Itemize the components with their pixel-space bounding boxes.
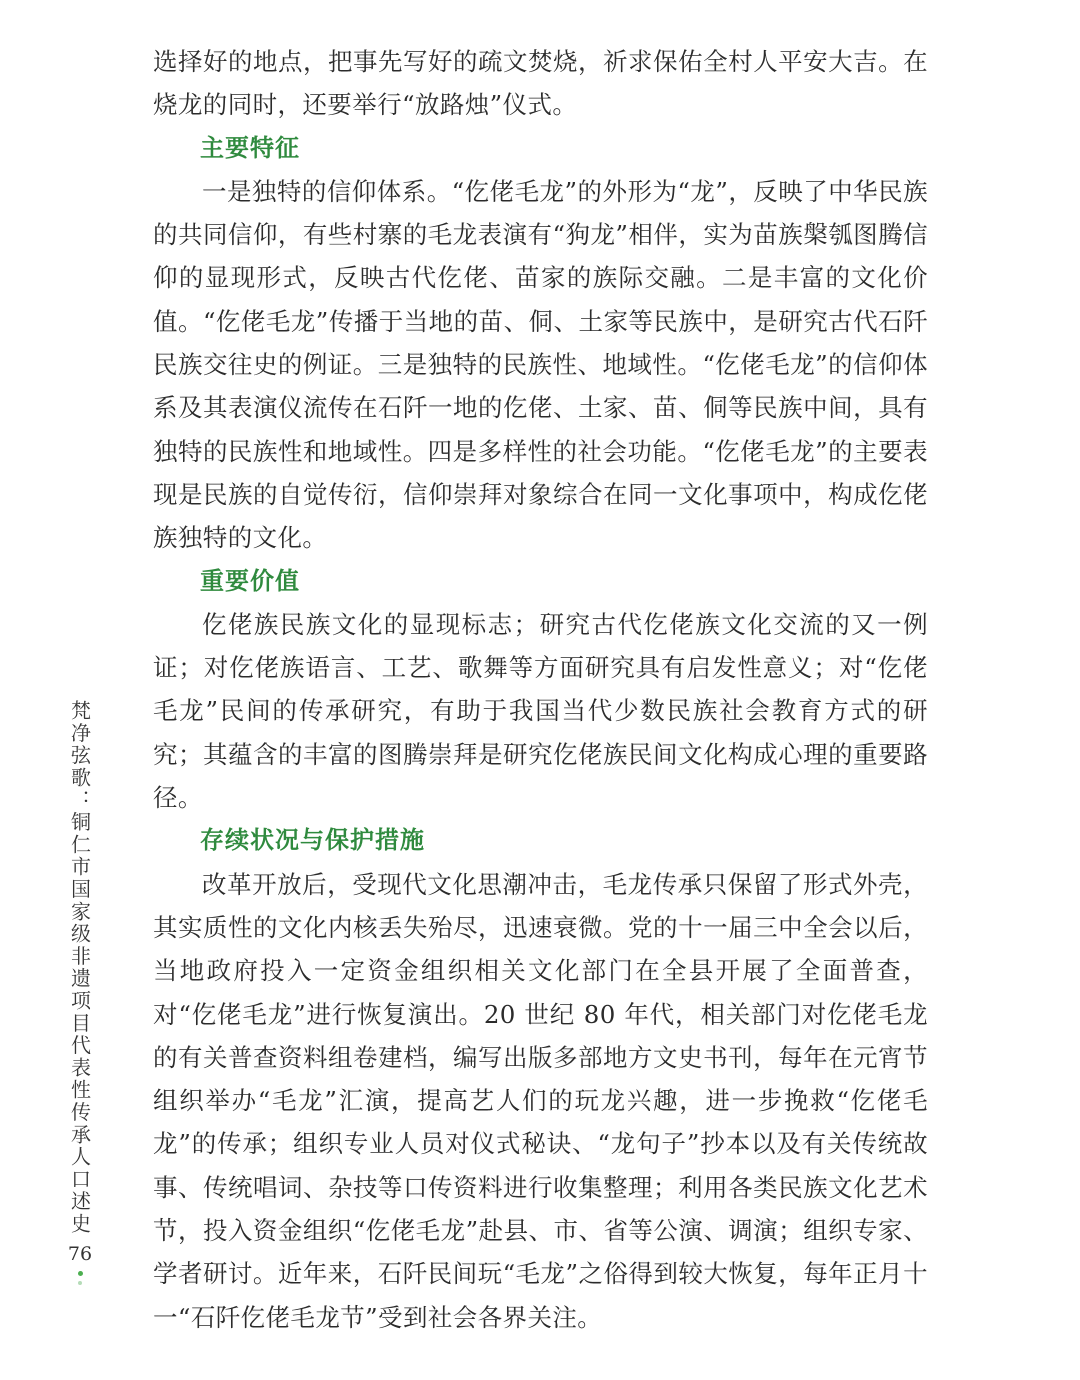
page-sidebar bbox=[60, 700, 100, 1290]
body-paragraph-protection: 改革开放后，受现代文化思潮冲击，毛龙传承只保留了形式外壳，其实质性的文化内核丢失殆尽，迅速衰微。党的十一届三中全会以后，当地政府投入一定资金组织相关文化部门在全县开展了全面普查，对“仡佬毛龙”进行恢复演出。20 世纪 80 年代，相关部门对仡佬毛龙的有关普查资料组卷建档，编写出版多部地方文史书刊，每年在元宵节组织举办“毛龙”汇演，提高艺人们的玩龙兴趣，进一步挽救“仡佬毛龙”的传承；组织专业人员对仪式秘诀、“龙句子”抄本以及有关传统故事、传统唱词、杂技等口传资料进行收集整理；利用各类民族文化艺术节，投入资金组织“仡佬毛龙”赴县、市、省等公演、调演；组织专家、学者研讨。近年来，石阡民间玩“毛龙”之俗得到较大恢复，每年正月十一“石阡仡佬毛龙节”受到社会各界关注。 bbox=[153, 869, 928, 1332]
body-paragraph-intro: 选择好的地点，把事先写好的疏文焚烧，祈求保佑全村人平安大吉。在烧龙的同时，还要举行“放路烛”仪式。 bbox=[153, 47, 928, 120]
section-heading-protection: 存续状况与保护措施 bbox=[200, 826, 425, 855]
page-number: 76 bbox=[67, 1243, 93, 1266]
book-title-vertical: 梵净弦歌：铜仁市国家级非遗项目代表性传承人口述史 bbox=[67, 700, 92, 1236]
section-heading-value: 重要价值 bbox=[200, 566, 300, 595]
body-paragraph-value: 仡佬族民族文化的显现标志；研究古代仡佬族文化交流的又一例证；对仡佬族语言、工艺、歌舞等方面研究具有启发性意义；对“仡佬毛龙”民间的传承研究，有助于我国当代少数民族社会教育方式的研究；其蕴含的丰富的图腾崇拜是研究仡佬族民间文化构成心理的重要路径。 bbox=[153, 609, 928, 813]
page-content bbox=[153, 40, 928, 1339]
ornament-dot bbox=[78, 1281, 82, 1285]
body-paragraph-features: 一是独特的信仰体系。“仡佬毛龙”的外形为“龙”，反映了中华民族的共同信仰，有些村寨的毛龙表演有“狗龙”相伴，实为苗族槃瓠图腾信仰的显现形式，反映古代仡佬、苗家的族际交融。二是丰富的文化价值。“仡佬毛龙”传播于当地的苗、侗、土家等民族中，是研究古代石阡民族交往史的例证。三是独特的民族性、地域性。“仡佬毛龙”的信仰体系及其表演仪流传在石阡一地的仡佬、土家、苗、侗等民族中间，具有独特的民族性和地域性。四是多样性的社会功能。“仡佬毛龙”的主要表现是民族的自觉传衍，信仰崇拜对象综合在同一文化事项中，构成仡佬族独特的文化。 bbox=[153, 176, 928, 553]
page-number-ornament bbox=[78, 1271, 83, 1290]
ornament-dot bbox=[78, 1271, 83, 1276]
section-heading-main-features: 主要特征 bbox=[200, 133, 300, 162]
